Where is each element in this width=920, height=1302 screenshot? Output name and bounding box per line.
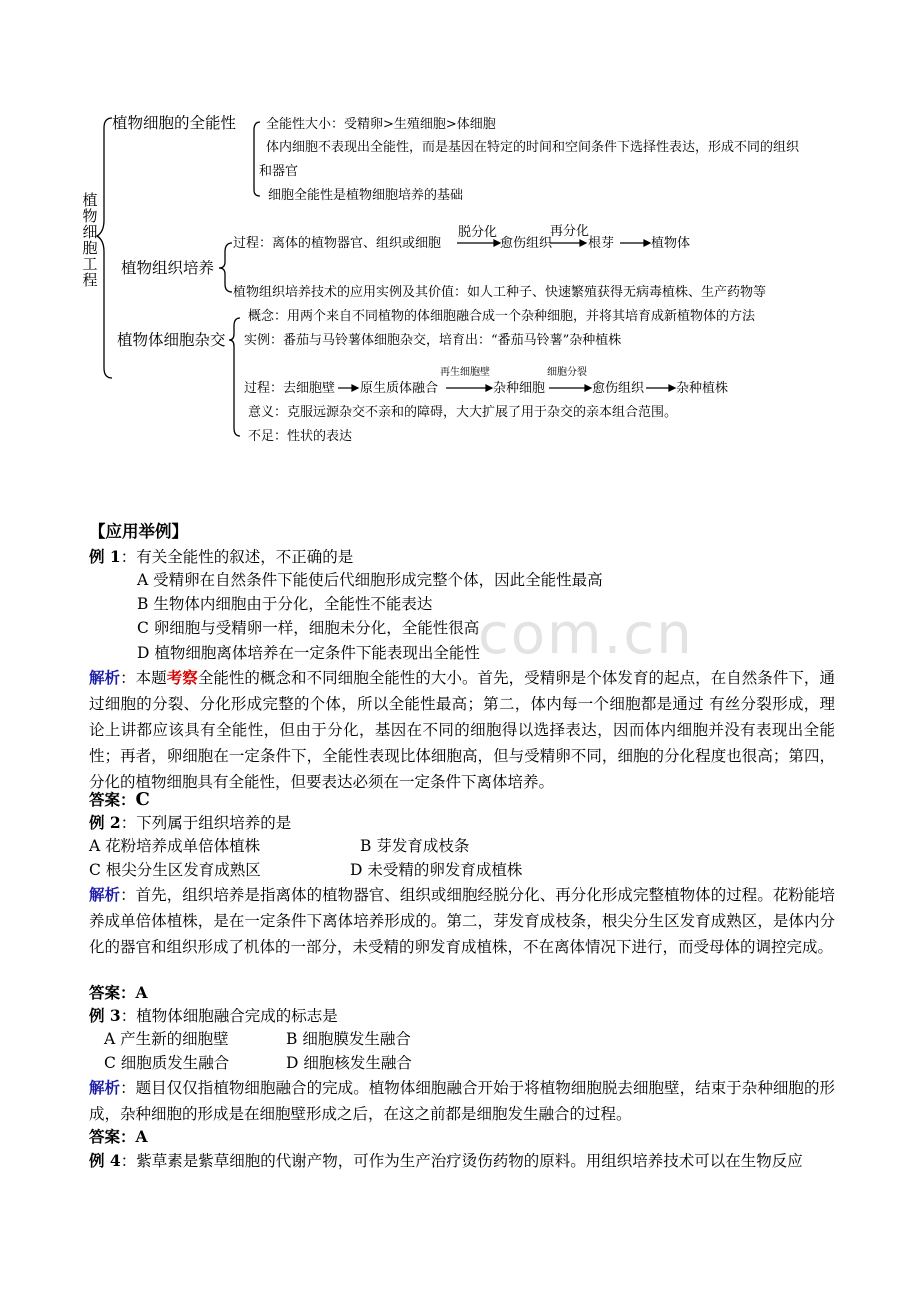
ex3-label: 例 3: [89, 1006, 121, 1025]
ex3-option-d: D 细胞核发生融合: [286, 1054, 412, 1072]
hybrid-step2: 杂种细胞: [493, 381, 546, 396]
ex2-answer-value: A: [135, 983, 148, 1002]
diagram-root-label: 植物细胞工程: [82, 191, 98, 289]
ex4-label: 例 4: [89, 1151, 121, 1170]
hybrid-step1: 原生质体融合: [360, 381, 439, 396]
ex2-label: 例 2: [89, 813, 121, 832]
ex1-analysis-highlight: 考察: [166, 668, 198, 687]
hybrid-process-label: 过程：去细胞壁: [244, 381, 336, 396]
ex3-answer-value: A: [135, 1127, 148, 1146]
ex1-answer: [89, 791, 150, 809]
watermark: com.cn: [478, 602, 694, 667]
root-brace: [97, 118, 112, 378]
ex2-answer: [89, 985, 148, 1001]
ex3-answer-label: 答案：: [89, 1127, 136, 1146]
hybrid-example: 实例：番茄与马铃薯体细胞杂交，培育出：“番茄马铃薯”杂种植株: [244, 333, 622, 348]
ex3-option-a: A 产生新的细胞壁: [104, 1030, 229, 1048]
ex1-analysis-label: 解析: [89, 668, 121, 687]
tissue-arrow2-label: 再分化: [550, 224, 590, 239]
ex1-analysis: [89, 665, 835, 795]
hybrid-arrow2-label: 再生细胞壁: [440, 367, 490, 378]
ex3-answer: [89, 1129, 148, 1145]
ex1-option-a: A 受精卵在自然条件下能使后代细胞形成完整个体，因此全能性最高: [137, 571, 603, 589]
hybrid-title: 植物体细胞杂交: [117, 331, 226, 349]
ex2-stem: ：下列属于组织培养的是: [120, 814, 292, 832]
totipotency-line2a: 体内细胞不表现出全能性，而是基因在特定的时间和空间条件下选择性表达，形成不同的组织: [266, 140, 800, 155]
ex3-analysis: [89, 1075, 835, 1127]
ex1-label: 例 1: [89, 547, 121, 566]
ex4-question: [89, 1153, 803, 1170]
ex1-stem: ：有关全能性的叙述，不正确的是: [120, 548, 354, 566]
hybrid-brace: [229, 318, 240, 436]
tissue-step3: 植物体: [651, 236, 691, 251]
ex1-analysis-pre: ：本题: [120, 669, 167, 687]
ex2-answer-label: 答案：: [89, 983, 136, 1002]
hybrid-step4: 杂种植株: [676, 381, 729, 396]
ex1-analysis-text: 全能性的概念和不同细胞全能性的大小。首先，受精卵是个体发育的起点，在自然条件下，通过细胞的分裂、分化形成完整的个体，所以全能性最高；第二，体内每一个细胞都是通过 有丝分裂形成，理论上讲都应该具有全能性，但由于分化，基因在不同的细胞得以选择表达，因而体内细胞并没有表现出全能性；再者，卵细胞在一定条件下，全能性表现比体细胞高，但与受精卵不同，细胞的分化程度也很高；第四，分化的植物细胞具有全能性，但要表达必须在一定条件下离体培养。: [89, 669, 835, 791]
hybrid-arrow3-label: 细胞分裂: [547, 367, 587, 378]
ex3-stem: ：植物体细胞融合完成的标志是: [120, 1007, 338, 1025]
ex2-question: [89, 815, 291, 832]
ex3-analysis-text: ：题目仅仅指植物细胞融合的完成。植物体细胞融合开始于将植物细胞脱去细胞壁，结束于杂种细胞的形成，杂种细胞的形成是在细胞壁形成之后，在这之前都是细胞发生融合的过程。: [89, 1079, 835, 1123]
ex1-answer-label: 答案：: [89, 790, 136, 809]
totipotency-brace: [254, 122, 260, 196]
ex4-stem: ：紫草素是紫草细胞的代谢产物，可作为生产治疗烫伤药物的原料。用组织培养技术可以在生物反应: [120, 1152, 803, 1170]
ex3-option-b: B 细胞膜发生融合: [286, 1030, 411, 1048]
tissue-brace: [219, 243, 232, 292]
tissue-application: 植物组织培养技术的应用实例及其价值：如人工种子、快速繁殖获得无病毒植株、生产药物等: [233, 285, 767, 300]
ex1-answer-value: C: [135, 789, 150, 810]
section-title: 【应用举例】: [89, 522, 188, 541]
ex1-question: [89, 549, 353, 566]
ex2-option-c: C 根尖分生区发育成熟区: [89, 861, 261, 879]
totipotency-line2b: 和器官: [259, 164, 299, 179]
ex1-option-d: D 植物细胞离体培养在一定条件下能表现出全能性: [137, 644, 480, 662]
ex3-question: [89, 1008, 338, 1025]
tissue-step1: 愈伤组织: [500, 236, 553, 251]
ex2-analysis-text: ：首先，组织培养是指离体的植物器官、组织或细胞经脱分化、再分化形成完整植物体的过程。花粉能培养成单倍体植株，是在一定条件下离体培养形成的。第二，芽发育成枝条，根尖分生区发育成熟区，是体内分化的器官和组织形成了机体的一部分，未受精的卵发育成植株，不在离体情况下进行，而受母体的调控完成。: [89, 886, 835, 956]
totipotency-size: 全能性大小：受精卵>生殖细胞>体细胞: [266, 117, 496, 132]
ex3-analysis-label: 解析: [89, 1078, 121, 1097]
hybrid-shortcoming: 不足：性状的表达: [248, 429, 353, 444]
totipotency-line3: 细胞全能性是植物细胞培养的基础: [268, 188, 464, 203]
ex2-option-d: D 未受精的卵发育成植株: [350, 861, 523, 879]
ex2-option-a: A 花粉培养成单倍体植株: [89, 837, 261, 855]
ex3-option-c: C 细胞质发生融合: [104, 1054, 230, 1072]
hybrid-step3: 愈伤组织: [592, 381, 645, 396]
tissue-step2: 根芽: [588, 236, 615, 251]
ex2-option-b: B 芽发育成枝条: [360, 837, 470, 855]
ex2-analysis: [89, 882, 835, 960]
totipotency-title: 植物细胞的全能性: [112, 114, 237, 132]
hybrid-concept: 概念：用两个来自不同植物的体细胞融合成一个杂种细胞，并将其培育成新植物体的方法: [248, 309, 756, 324]
hybrid-significance: 意义：克服远源杂交不亲和的障碍，大大扩展了用于杂交的亲本组合范围。: [248, 405, 678, 420]
ex1-option-b: B 生物体内细胞由于分化，全能性不能表达: [137, 595, 433, 613]
tissue-process-label: 过程：离体的植物器官、组织或细胞: [233, 236, 442, 251]
ex1-option-c: C 卵细胞与受精卵一样，细胞未分化，全能性很高: [137, 619, 480, 637]
ex2-analysis-label: 解析: [89, 885, 121, 904]
tissue-title: 植物组织培养: [121, 259, 215, 277]
tissue-arrow1-label: 脱分化: [458, 225, 498, 240]
